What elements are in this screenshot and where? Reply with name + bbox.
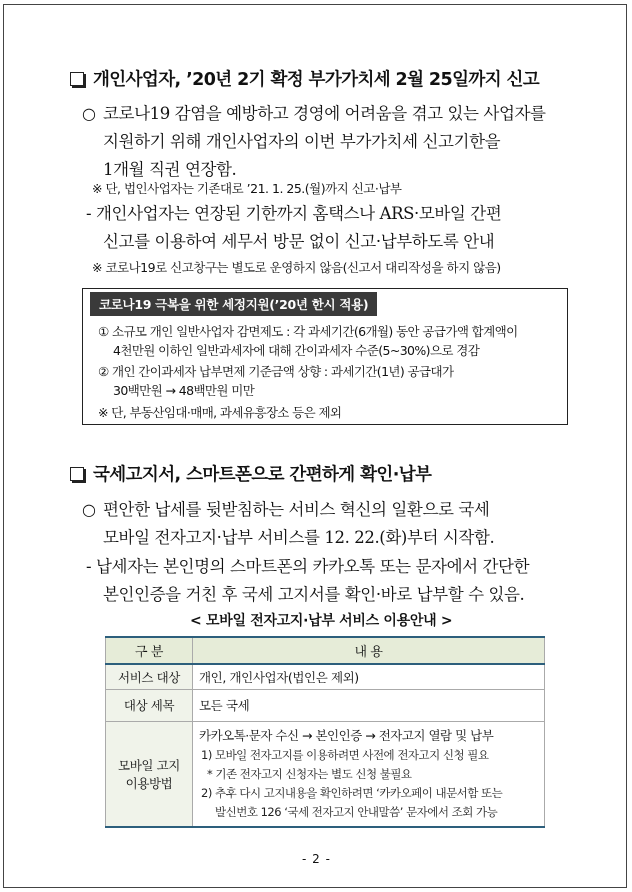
table-caption: < 모바일 전자고지·납부 서비스 이용안내 > xyxy=(190,613,453,629)
section1-para1-line2: 지원하기 위해 개인사업자의 이번 부가가치세 신고기한을 xyxy=(103,132,501,151)
section2-para2-line2: 본인인증을 거친 후 국세 고지서를 확인·바로 납부할 수 있음. xyxy=(103,585,525,604)
circle-bullet-icon: ○ xyxy=(82,104,96,123)
section2-para1-line2: 모바일 전자고지·납부 서비스를 12. 22.(화)부터 시작함. xyxy=(103,528,495,547)
section1-note2: ※ 코로나19로 신고창구는 별도로 운영하지 않음(신고서 대리작성을 하지 않음) xyxy=(92,260,501,275)
row-value-service-target: 개인, 개인사업자(법인은 제외) xyxy=(193,664,545,689)
section1-para2-line2: 신고를 이용하여 세무서 방문 없이 신고·납부하도록 안내 xyxy=(103,232,495,251)
box-line-2: 4천만원 이하인 일반과세자에 대해 간이과세자 수준(5~30%)으로 경감 xyxy=(113,343,480,358)
checkbox-square-icon xyxy=(70,467,84,481)
mobile-service-table xyxy=(105,636,545,828)
circle-bullet-icon: ○ xyxy=(82,500,96,519)
section1-note1: ※ 단, 법인사업자는 기존대로 ’21. 1. 25.(월)까지 신고·납부 xyxy=(92,181,402,196)
usage-sub-2: * 기존 전자고지 신청자는 별도 신청 불필요 xyxy=(207,766,412,781)
table-header-content: 내 용 xyxy=(193,637,545,664)
row-label-usage-method xyxy=(106,721,193,827)
box-line-3: ② 개인 간이과세자 납부면제 기준금액 상향 : 과세기간(1년) 공급대가 xyxy=(98,364,454,379)
section1-para1-line1: 코로나19 감염을 예방하고 경영에 어려움을 겪고 있는 사업자를 xyxy=(103,104,546,123)
box-line-5: ※ 단, 부동산임대·매매, 과세유흥장소 등은 제외 xyxy=(98,405,342,420)
usage-sub-1: 1) 모바일 전자고지를 이용하려면 사전에 전자고지 신청 필요 xyxy=(201,747,489,762)
page-number: - 2 - xyxy=(302,852,331,866)
table-row xyxy=(106,721,545,827)
section1-heading xyxy=(70,66,539,91)
usage-sub-3: 2) 추후 다시 고지내용을 확인하려면 ‘카카오페이 내문서함 또는 xyxy=(201,785,503,800)
row-value-usage-method xyxy=(193,721,545,827)
usage-label-line2: 이용방법 xyxy=(125,775,173,791)
table-header-row xyxy=(106,637,545,664)
table-header-category: 구 분 xyxy=(106,637,193,664)
table-row xyxy=(106,664,545,689)
box-line-4: 30백만원 → 48백만원 미만 xyxy=(113,383,255,398)
section2-heading xyxy=(70,461,431,486)
usage-main-flow: 카카오톡·문자 수신 → 본인인증 → 전자고지 열람 및 납부 xyxy=(199,727,494,743)
section2-heading-text: 국세고지서, 스마트폰으로 간편하게 확인·납부 xyxy=(93,465,432,485)
section1-para2-line1: - 개인사업자는 연장된 기한까지 홈택스나 ARS·모바일 간편 xyxy=(86,204,502,223)
usage-label-line1: 모바일 고지 xyxy=(118,757,180,773)
row-label-tax-items: 대상 세목 xyxy=(106,689,193,721)
section2-para1-line1: 편안한 납세를 뒷받침하는 서비스 혁신의 일환으로 국세 xyxy=(103,500,490,519)
row-label-service-target: 서비스 대상 xyxy=(106,664,193,689)
section1-heading-text: 개인사업자, ’20년 2기 확정 부가가치세 2월 25일까지 신고 xyxy=(93,70,540,90)
section1-para1-line3: 1개월 직권 연장함. xyxy=(103,160,237,179)
row-value-tax-items: 모든 국세 xyxy=(193,689,545,721)
section2-para2-line1: - 납세자는 본인명의 스마트폰의 카카오톡 또는 문자에서 간단한 xyxy=(86,557,530,576)
usage-sub-4: 발신번호 126 ‘국세 전자고지 안내말씀’ 문자에서 조회 가능 xyxy=(215,804,498,819)
checkbox-square-icon xyxy=(70,72,84,86)
table-row xyxy=(106,689,545,721)
covid-support-box-title: 코로나19 극복을 위한 세정지원(’20년 한시 적용) xyxy=(90,292,377,316)
box-line-1: ① 소규모 개인 일반사업자 감면제도 : 각 과세기간(6개월) 동안 공급가액 합계액이 xyxy=(98,324,518,339)
